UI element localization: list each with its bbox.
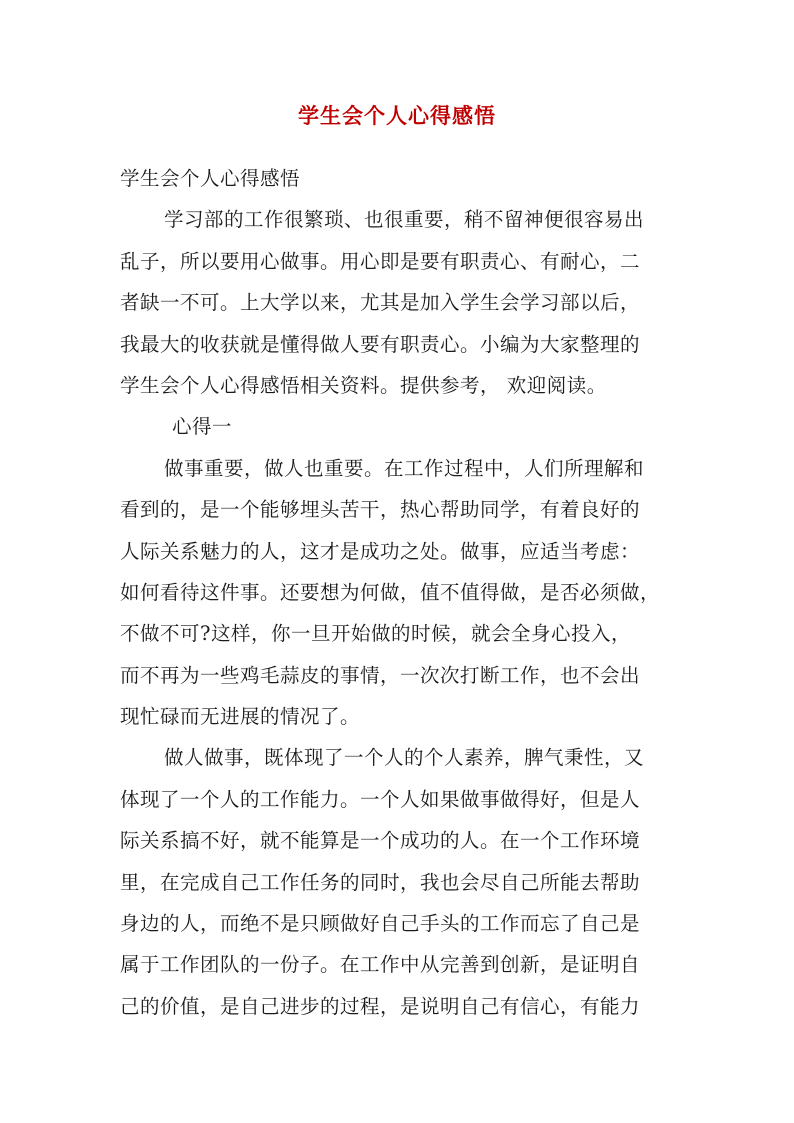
paragraph-line: 不做不可?这样，你一旦开始做的时候，就会全身心投入， [120, 622, 631, 646]
paragraph-line: 做事重要，做人也重要。在工作过程中，人们所理解和 [164, 456, 645, 480]
paragraph-line: 现忙碌而无进展的情况了。 [120, 705, 361, 729]
document-title: 学生会个人心得感悟 [298, 103, 496, 128]
paragraph-line: 如何看待这件事。还要想为何做，值不值得做，是否必须做， [120, 580, 661, 604]
paragraph-line: 身边的人，而绝不是只顾做好自己手头的工作而忘了自己是 [120, 912, 641, 936]
paragraph-line: 人际关系魅力的人，这才是成功之处。做事，应适当考虑： [120, 539, 641, 563]
paragraph-line: 乱子，所以要用心做事。用心即是要有职责心、有耐心，二 [120, 249, 641, 273]
paragraph-line: 者缺一不可。上大学以来，尤其是加入学生会学习部以后， [120, 291, 641, 315]
paragraph-line: 己的价值，是自己进步的过程，是说明自己有信心，有能力 [120, 994, 641, 1018]
paragraph-line: 里，在完成自己工作任务的同时，我也会尽自己所能去帮助 [120, 870, 641, 894]
paragraph-line: 看到的，是一个能够埋头苦干，热心帮助同学，有着良好的 [120, 498, 641, 522]
paragraph-line: 学生会个人心得感悟相关资料。提供参考， 欢迎阅读。 [120, 373, 607, 397]
section-heading: 心得一 [172, 415, 233, 439]
paragraph-line: 做人做事，既体现了一个人的个人素养，脾气秉性，又 [164, 746, 645, 770]
subtitle-line: 学生会个人心得感悟 [120, 167, 301, 190]
paragraph-line: 际关系搞不好，就不能算是一个成功的人。在一个工作环境 [120, 829, 641, 853]
paragraph-line: 体现了一个人的工作能力。一个人如果做事做得好，但是人 [120, 787, 641, 811]
paragraph-line: 而不再为一些鸡毛蒜皮的事情，一次次打断工作，也不会出 [120, 663, 641, 687]
document-body [120, 158, 682, 1027]
paragraph-line: 属于工作团队的一份子。在工作中从完善到创新，是证明自 [120, 953, 641, 977]
paragraph-line: 我最大的收获就是懂得做人要有职责心。小编为大家整理的 [120, 332, 641, 356]
paragraph-line: 学习部的工作很繁琐、也很重要，稍不留神便很容易出 [164, 208, 645, 232]
